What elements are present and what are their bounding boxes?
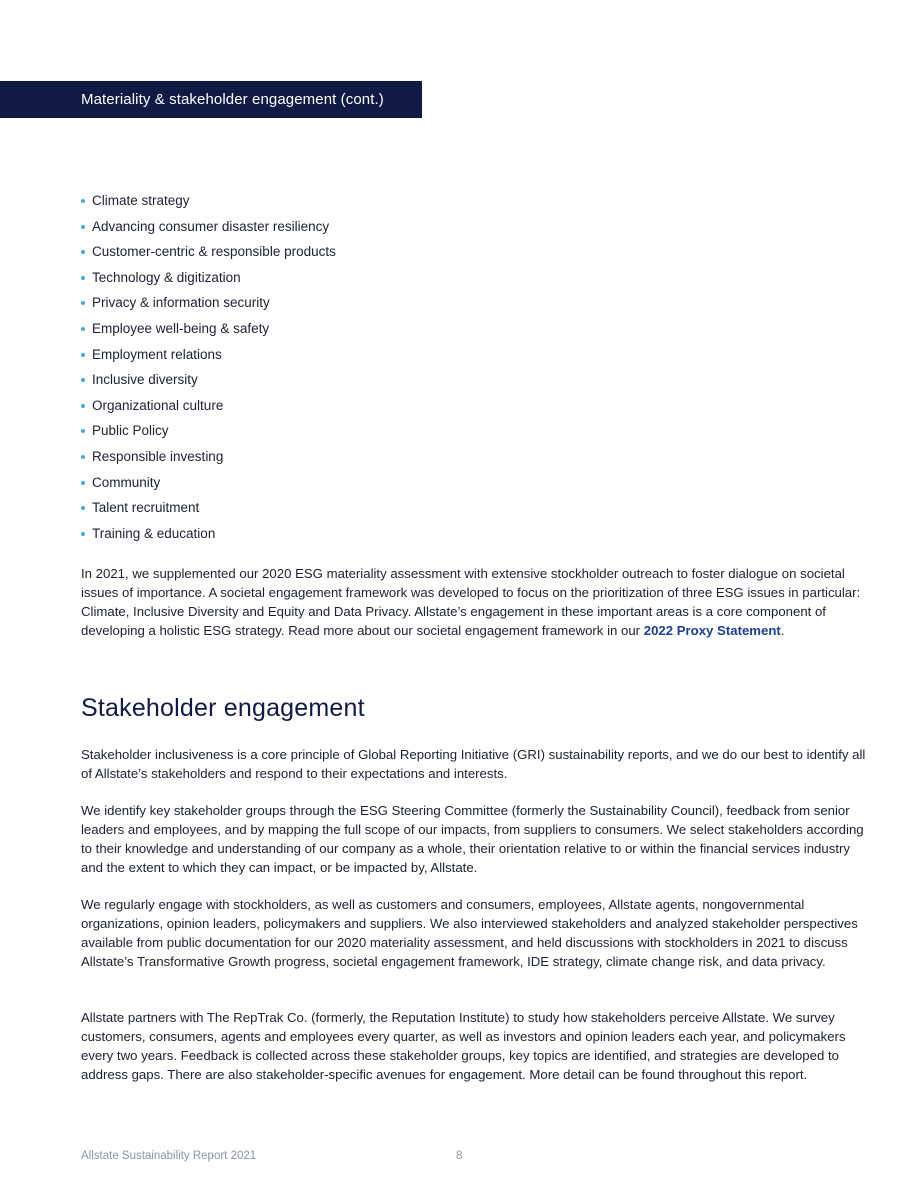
list-item xyxy=(81,319,336,345)
list-item xyxy=(81,498,336,524)
intro-text: In 2021, we supplemented our 2020 ESG materiality assessment with extensive stockholder outreach to foster dialogue on societal issues of importance. A societal engagement framework was developed to focus on the prioritization of three ESG issues in particular: Climate, Inclusive Diversity and Equity and Data Privacy. Allstate’s engagement in these important areas is a core component of developing a holistic ESG strategy. Read more about our societal engagement framework in our xyxy=(81,566,861,638)
list-item-label: Community xyxy=(92,474,161,490)
list-item xyxy=(81,370,336,396)
proxy-statement-link[interactable]: 2022 Proxy Statement xyxy=(643,623,781,638)
bullet-dot-icon xyxy=(81,481,85,485)
stakeholder-paragraph-4: Allstate partners with The RepTrak Co. (formerly, the Reputation Institute) to study how stakeholders perceive Allstate. We survey customers, consumers, agents and employees every quarter, as well as investors and opinion leaders each year, and policymakers every two years. Feedback is collected across these stakeholder groups, key topics are identified, and strategies are developed to address gaps. There are also stakeholder-specific avenues for engagement. More detail can be found throughout this report. xyxy=(81,1010,846,1082)
list-item-label: Employment relations xyxy=(92,346,222,362)
bullet-dot-icon xyxy=(81,327,85,331)
bullet-dot-icon xyxy=(81,301,85,305)
list-item-label: Employee well-being & safety xyxy=(92,320,270,336)
list-item-label: Climate strategy xyxy=(92,193,190,208)
list-item-label: Public Policy xyxy=(92,423,169,439)
list-item-label: Training & education xyxy=(92,525,216,541)
list-item xyxy=(81,191,336,217)
intro-tail: . xyxy=(780,623,785,638)
stakeholder-paragraph-2: We identify key stakeholder groups through the ESG Steering Committee (formerly the Sustainability Council), feedback from senior leaders and employees, and by mapping the full scope of our impacts, from suppliers to consumers. We select stakeholders according to their knowledge and understanding of our company as a whole, their orientation relative to or within the financial services industry and the extent to which they can impact, or be impacted by, Allstate. xyxy=(81,803,864,875)
list-item xyxy=(81,242,336,268)
section-heading: Stakeholder engagement xyxy=(81,694,365,722)
bullet-dot-icon xyxy=(81,250,85,254)
list-item-label: Technology & digitization xyxy=(92,269,241,285)
list-item xyxy=(81,473,336,499)
list-item xyxy=(81,447,336,473)
list-item-label: Talent recruitment xyxy=(92,500,200,516)
list-item-label: Responsible investing xyxy=(92,448,224,464)
intro-paragraph xyxy=(81,564,871,640)
section-banner-title: Materiality & stakeholder engagement (cont.) xyxy=(81,91,384,108)
list-item-label: Organizational culture xyxy=(92,397,224,413)
stakeholder-paragraph-1: Stakeholder inclusiveness is a core principle of Global Reporting Initiative (GRI) sustainability reports, and we do our best to identify all of Allstate’s stakeholders and respond to their expectations and interests. xyxy=(81,747,866,781)
bullet-dot-icon xyxy=(81,532,85,536)
list-item-label: Privacy & information security xyxy=(92,295,270,311)
list-item xyxy=(81,524,336,550)
bullet-dot-icon xyxy=(81,353,85,357)
bullet-dot-icon xyxy=(81,225,85,229)
bullet-dot-icon xyxy=(81,455,85,459)
footer-page-number: 8 xyxy=(456,1150,463,1162)
list-item xyxy=(81,268,336,294)
bullet-dot-icon xyxy=(81,404,85,408)
bullet-dot-icon xyxy=(81,199,85,203)
list-item xyxy=(81,293,336,319)
section-banner xyxy=(0,81,422,118)
list-item xyxy=(81,345,336,371)
list-item-label: Customer-centric & responsible products xyxy=(92,244,336,260)
list-item xyxy=(81,421,336,447)
list-item xyxy=(81,396,336,422)
footer-report-name: Allstate Sustainability Report 2021 xyxy=(81,1150,257,1162)
stakeholder-paragraph-3: We regularly engage with stockholders, as well as customers and consumers, employees, Allstate agents, nongovernmental organizations, opinion leaders, policymakers and suppliers. We also interviewed stakeholders and analyzed stakeholder perspectives available from public documentation for our 2020 materiality assessment, and held discussions with stockholders in 2021 to discuss Allstate’s Transformative Growth progress, societal engagement framework, IDE strategy, climate change risk, and data privacy. xyxy=(81,897,858,969)
bullet-dot-icon xyxy=(81,378,85,382)
list-item-label: Advancing consumer disaster resiliency xyxy=(92,218,330,234)
list-item-label: Inclusive diversity xyxy=(92,372,198,388)
bullet-dot-icon xyxy=(81,429,85,433)
material-topics-list xyxy=(81,191,336,549)
bullet-dot-icon xyxy=(81,276,85,280)
bullet-dot-icon xyxy=(81,506,85,510)
list-item xyxy=(81,217,336,243)
